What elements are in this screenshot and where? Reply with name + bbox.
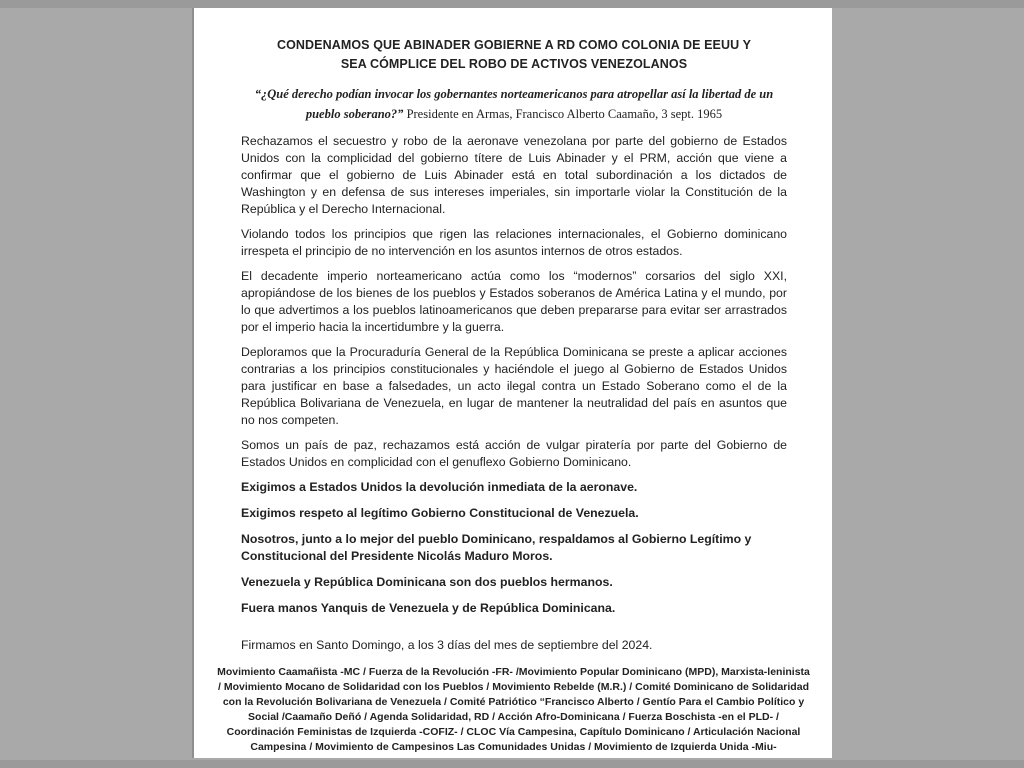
document-page bbox=[192, 8, 832, 758]
closing-line: Firmamos en Santo Domingo, a los 3 días del mes de septiembre del 2024. bbox=[241, 638, 653, 652]
document-content bbox=[194, 8, 832, 755]
body-paragraph: El decadente imperio norteamericano actúa como los “modernos” corsarios del siglo XXI, apropiándose de los bienes de los pueblos y Estados soberanos de América Latina y el mundo, por lo que advertimos a los pueblos latinoamericanos que deben prepararse para evitar ser arrastrados por el imperio hacia la incertidumbre y la guerra. bbox=[241, 269, 787, 334]
signatories-block: Movimiento Caamañista -MC / Fuerza de la Revolución -FR- /Movimiento Popular Dominicano (MPD), Marxista-leninista / Movimiento Mocano de Solidaridad con los Pueblos / Movimiento Rebelde (M.R.) / Comité Dominicano de Solidaridad con la Revolución Bolivariana de Venezuela / Comité Patriótico “Francisco Alberto / Gentío Para el Cambio Político y Social /Caamaño Deñó / Agenda Solidaridad, RD / Acción Afro-Dominicana / Fuerza Boschista -en el PLD- / Coordinación Feministas de Izquierda -COFIZ- / CLOC Vía Campesina, Capítulo Dominicano / Articulación Nacional Campesina / Movimiento de Campesinos Las Comunidades Unidas / Movimiento de Izquierda Unida -Miu- bbox=[217, 666, 810, 753]
epigraph bbox=[241, 84, 787, 124]
epigraph-attribution: Presidente en Armas, Francisco Alberto Caamaño, 3 sept. 1965 bbox=[406, 107, 723, 121]
document-title-line2: SEA CÓMPLICE DEL ROBO DE ACTIVOS VENEZOLANOS bbox=[340, 57, 688, 71]
demand-statement: Venezuela y República Dominicana son dos pueblos hermanos. bbox=[241, 575, 613, 589]
demand-statement: Exigimos respeto al legítimo Gobierno Constitucional de Venezuela. bbox=[241, 506, 639, 520]
epigraph-quote: “¿Qué derecho podían invocar los gobernantes norteamericanos para atropellar así la libertad de un pueblo soberano?” bbox=[254, 87, 774, 121]
body-paragraph: Deploramos que la Procuraduría General de la República Dominicana se preste a aplicar acciones contrarias a los principios constitucionales y haciéndole el juego al Gobierno de Estados Unidos para justificar en base a falsedades, un acto ilegal contra un Estado Soberano como el de la República Bolivariana de Venezuela, en lugar de mantener la neutralidad del país en asuntos que no nos competen. bbox=[241, 345, 787, 427]
demand-statement: Fuera manos Yanquis de Venezuela y de República Dominicana. bbox=[241, 601, 616, 615]
letterbox-top bbox=[0, 0, 1024, 8]
body-paragraph: Violando todos los principios que rigen las relaciones internacionales, el Gobierno dominicano irrespeta el principio de no intervención en los asuntos internos de otros estados. bbox=[241, 227, 787, 258]
demand-statement: Exigimos a Estados Unidos la devolución inmediata de la aeronave. bbox=[241, 480, 638, 494]
demand-statement: Nosotros, junto a lo mejor del pueblo Dominicano, respaldamos al Gobierno Legítimo y Constitucional del Presidente Nicolás Maduro Moros. bbox=[241, 532, 752, 563]
document-title-line1: CONDENAMOS QUE ABINADER GOBIERNE A RD COMO COLONIA DE EEUU Y bbox=[276, 38, 752, 52]
body-paragraph: Somos un país de paz, rechazamos está acción de vulgar piratería por parte del Gobierno de Estados Unidos en complicidad con el genuflexo Gobierno Dominicano. bbox=[241, 438, 787, 469]
document-title bbox=[241, 36, 787, 74]
body-paragraph: Rechazamos el secuestro y robo de la aeronave venezolana por parte del gobierno de Estados Unidos con la complicidad del gobierno títere de Luis Abinader y el PRM, acción que viene a confirmar que el gobierno de Luis Abinader está en total subordinación a los dictados de Washington y en defensa de sus intereses imperiales, sin importarle violar la Constitución de la República y el Derecho Internacional. bbox=[241, 134, 787, 216]
letterbox-bottom bbox=[0, 760, 1024, 768]
